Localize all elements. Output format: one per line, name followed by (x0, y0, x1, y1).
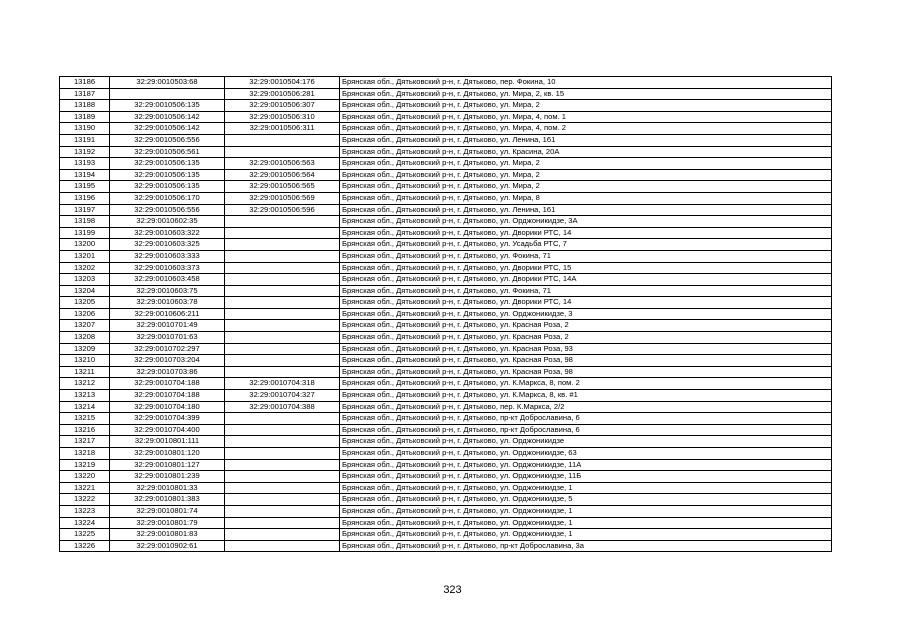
table-row (60, 262, 832, 274)
cadastral-number-cell: 32:29:0010506:170 (110, 192, 225, 204)
cadastral-number-cell: 32:29:0010801:111 (110, 436, 225, 448)
cadastral-number-cell: 32:29:0010506:142 (110, 123, 225, 135)
linked-cadastral-number-cell: 32:29:0010506:564 (225, 169, 340, 181)
linked-cadastral-number-cell (225, 448, 340, 460)
row-number-cell: 13188 (60, 100, 110, 112)
address-cell: Брянская обл., Дятьковский р-н, г. Дятьково, пр-кт Доброславина, 3а (340, 540, 832, 552)
cadastral-number-cell: 32:29:0010801:33 (110, 482, 225, 494)
address-cell: Брянская обл., Дятьковский р-н, г. Дятьково, ул. Орджоникидзе, 1 (340, 482, 832, 494)
linked-cadastral-number-cell: 32:29:0010704:388 (225, 401, 340, 413)
cadastral-number-cell: 32:29:0010704:399 (110, 413, 225, 425)
address-cell: Брянская обл., Дятьковский р-н, г. Дятьково, ул. Фокина, 71 (340, 285, 832, 297)
table-row (60, 471, 832, 483)
table-row (60, 505, 832, 517)
cadastral-number-cell: 32:29:0010801:83 (110, 529, 225, 541)
table-row (60, 540, 832, 552)
table-row (60, 529, 832, 541)
address-cell: Брянская обл., Дятьковский р-н, г. Дятьково, ул. К.Маркса, 8, пом. 2 (340, 378, 832, 390)
linked-cadastral-number-cell (225, 320, 340, 332)
linked-cadastral-number-cell (225, 355, 340, 367)
address-cell: Брянская обл., Дятьковский р-н, г. Дятьково, ул. Орджоникидзе, 11Б (340, 471, 832, 483)
address-cell: Брянская обл., Дятьковский р-н, г. Дятьково, пр-кт Доброславина, 6 (340, 413, 832, 425)
address-cell: Брянская обл., Дятьковский р-н, г. Дятьково, ул. Орджоникидзе, 5 (340, 494, 832, 506)
row-number-cell: 13199 (60, 227, 110, 239)
cadastral-number-cell: 32:29:0010606:211 (110, 308, 225, 320)
cadastral-number-cell: 32:29:0010506:556 (110, 134, 225, 146)
cadastral-number-cell: 32:29:0010603:322 (110, 227, 225, 239)
table-row (60, 401, 832, 413)
linked-cadastral-number-cell: 32:29:0010506:281 (225, 88, 340, 100)
row-number-cell: 13193 (60, 158, 110, 170)
address-cell: Брянская обл., Дятьковский р-н, г. Дятьково, ул. К.Маркса, 8, кв. #1 (340, 390, 832, 402)
linked-cadastral-number-cell (225, 332, 340, 344)
row-number-cell: 13189 (60, 111, 110, 123)
row-number-cell: 13225 (60, 529, 110, 541)
row-number-cell: 13200 (60, 239, 110, 251)
address-cell: Брянская обл., Дятьковский р-н, г. Дятьково, ул. Красная Роза, 98 (340, 366, 832, 378)
row-number-cell: 13226 (60, 540, 110, 552)
table-row (60, 134, 832, 146)
cadastral-number-cell: 32:29:0010506:561 (110, 146, 225, 158)
table-row (60, 88, 832, 100)
table-body (60, 77, 832, 552)
table-row (60, 285, 832, 297)
linked-cadastral-number-cell (225, 250, 340, 262)
cadastral-number-cell: 32:29:0010704:188 (110, 378, 225, 390)
address-cell: Брянская обл., Дятьковский р-н, г. Дятьково, пр-кт Доброславина, 6 (340, 424, 832, 436)
linked-cadastral-number-cell: 32:29:0010506:310 (225, 111, 340, 123)
table-row (60, 146, 832, 158)
table-row (60, 204, 832, 216)
address-cell: Брянская обл., Дятьковский р-н, г. Дятьково, ул. Мира, 2 (340, 181, 832, 193)
row-number-cell: 13218 (60, 448, 110, 460)
linked-cadastral-number-cell (225, 146, 340, 158)
linked-cadastral-number-cell (225, 505, 340, 517)
linked-cadastral-number-cell: 32:29:0010506:311 (225, 123, 340, 135)
cadastral-number-cell: 32:29:0010506:135 (110, 169, 225, 181)
table-row (60, 123, 832, 135)
row-number-cell: 13211 (60, 366, 110, 378)
table-row (60, 332, 832, 344)
linked-cadastral-number-cell (225, 471, 340, 483)
address-cell: Брянская обл., Дятьковский р-н, г. Дятьково, ул. Орджоникидзе, 3 (340, 308, 832, 320)
row-number-cell: 13198 (60, 216, 110, 228)
row-number-cell: 13190 (60, 123, 110, 135)
cadastral-number-cell: 32:29:0010801:79 (110, 517, 225, 529)
table-row (60, 355, 832, 367)
table-row (60, 274, 832, 286)
address-cell: Брянская обл., Дятьковский р-н, г. Дятьково, ул. Красина, 20А (340, 146, 832, 158)
cadastral-number-cell: 32:29:0010603:458 (110, 274, 225, 286)
cadastral-number-cell: 32:29:0010603:78 (110, 297, 225, 309)
cadastral-number-cell: 32:29:0010506:135 (110, 100, 225, 112)
table-row (60, 378, 832, 390)
row-number-cell: 13197 (60, 204, 110, 216)
table-row (60, 413, 832, 425)
address-cell: Брянская обл., Дятьковский р-н, г. Дятьково, ул. Дворики РТС, 14 (340, 297, 832, 309)
cadastral-number-cell: 32:29:0010602:35 (110, 216, 225, 228)
row-number-cell: 13216 (60, 424, 110, 436)
row-number-cell: 13192 (60, 146, 110, 158)
address-cell: Брянская обл., Дятьковский р-н, г. Дятьково, ул. Орджоникидзе, 3А (340, 216, 832, 228)
linked-cadastral-number-cell: 32:29:0010506:565 (225, 181, 340, 193)
linked-cadastral-number-cell: 32:29:0010704:327 (225, 390, 340, 402)
linked-cadastral-number-cell (225, 436, 340, 448)
row-number-cell: 13215 (60, 413, 110, 425)
cadastral-number-cell: 32:29:0010801:74 (110, 505, 225, 517)
cadastral-number-cell: 32:29:0010701:63 (110, 332, 225, 344)
address-cell: Брянская обл., Дятьковский р-н, г. Дятьково, ул. Мира, 2 (340, 169, 832, 181)
row-number-cell: 13191 (60, 134, 110, 146)
cadastral-number-cell: 32:29:0010704:180 (110, 401, 225, 413)
linked-cadastral-number-cell (225, 216, 340, 228)
cadastral-number-cell: 32:29:0010801:120 (110, 448, 225, 460)
linked-cadastral-number-cell (225, 262, 340, 274)
address-cell: Брянская обл., Дятьковский р-н, г. Дятьково, пер. Фокина, 10 (340, 77, 832, 89)
cadastral-number-cell: 32:29:0010902:61 (110, 540, 225, 552)
linked-cadastral-number-cell (225, 482, 340, 494)
cadastral-number-cell: 32:29:0010701:49 (110, 320, 225, 332)
row-number-cell: 13206 (60, 308, 110, 320)
row-number-cell: 13201 (60, 250, 110, 262)
table-row (60, 100, 832, 112)
cadastral-number-cell: 32:29:0010801:239 (110, 471, 225, 483)
address-cell: Брянская обл., Дятьковский р-н, г. Дятьково, ул. Красная Роза, 98 (340, 355, 832, 367)
table-row (60, 517, 832, 529)
row-number-cell: 13207 (60, 320, 110, 332)
table-row (60, 158, 832, 170)
cadastral-number-cell: 32:29:0010506:135 (110, 158, 225, 170)
linked-cadastral-number-cell: 32:29:0010506:563 (225, 158, 340, 170)
row-number-cell: 13224 (60, 517, 110, 529)
address-cell: Брянская обл., Дятьковский р-н, г. Дятьково, ул. Мира, 4, пом. 1 (340, 111, 832, 123)
row-number-cell: 13221 (60, 482, 110, 494)
address-cell: Брянская обл., Дятьковский р-н, г. Дятьково, пер. К.Маркса, 2/2 (340, 401, 832, 413)
table-row (60, 227, 832, 239)
linked-cadastral-number-cell (225, 308, 340, 320)
cadastral-number-cell: 32:29:0010801:383 (110, 494, 225, 506)
cadastral-number-cell: 32:29:0010704:400 (110, 424, 225, 436)
row-number-cell: 13212 (60, 378, 110, 390)
address-cell: Брянская обл., Дятьковский р-н, г. Дятьково, ул. Орджоникидзе, 1 (340, 505, 832, 517)
address-cell: Брянская обл., Дятьковский р-н, г. Дятьково, ул. Дворики РТС, 15 (340, 262, 832, 274)
address-cell: Брянская обл., Дятьковский р-н, г. Дятьково, ул. Ленина, 161 (340, 134, 832, 146)
cadastral-number-cell: 32:29:0010603:325 (110, 239, 225, 251)
linked-cadastral-number-cell (225, 366, 340, 378)
cadastral-number-cell: 32:29:0010801:127 (110, 459, 225, 471)
cadastral-number-cell: 32:29:0010703:204 (110, 355, 225, 367)
cadastral-number-cell: 32:29:0010506:142 (110, 111, 225, 123)
address-cell: Брянская обл., Дятьковский р-н, г. Дятьково, ул. Мира, 4, пом. 2 (340, 123, 832, 135)
row-number-cell: 13209 (60, 343, 110, 355)
page-number: 323 (443, 584, 462, 596)
linked-cadastral-number-cell (225, 529, 340, 541)
cadastral-number-cell: 32:29:0010503:68 (110, 77, 225, 89)
linked-cadastral-number-cell: 32:29:0010506:307 (225, 100, 340, 112)
linked-cadastral-number-cell: 32:29:0010504:176 (225, 77, 340, 89)
table-row (60, 459, 832, 471)
linked-cadastral-number-cell (225, 274, 340, 286)
row-number-cell: 13187 (60, 88, 110, 100)
row-number-cell: 13220 (60, 471, 110, 483)
table-row (60, 297, 832, 309)
address-cell: Брянская обл., Дятьковский р-н, г. Дятьково, ул. Красная Роза, 2 (340, 332, 832, 344)
row-number-cell: 13219 (60, 459, 110, 471)
cadastral-number-cell: 32:29:0010506:135 (110, 181, 225, 193)
address-cell: Брянская обл., Дятьковский р-н, г. Дятьково, ул. Мира, 2, кв. 15 (340, 88, 832, 100)
address-cell: Брянская обл., Дятьковский р-н, г. Дятьково, ул. Орджоникидзе (340, 436, 832, 448)
address-cell: Брянская обл., Дятьковский р-н, г. Дятьково, ул. Дворики РТС, 14А (340, 274, 832, 286)
row-number-cell: 13210 (60, 355, 110, 367)
linked-cadastral-number-cell (225, 343, 340, 355)
row-number-cell: 13186 (60, 77, 110, 89)
address-cell: Брянская обл., Дятьковский р-н, г. Дятьково, ул. Орджоникидзе, 11А (340, 459, 832, 471)
linked-cadastral-number-cell (225, 494, 340, 506)
linked-cadastral-number-cell (225, 297, 340, 309)
table-row (60, 77, 832, 89)
row-number-cell: 13208 (60, 332, 110, 344)
address-cell: Брянская обл., Дятьковский р-н, г. Дятьково, ул. Орджоникидзе, 1 (340, 529, 832, 541)
row-number-cell: 13196 (60, 192, 110, 204)
row-number-cell: 13217 (60, 436, 110, 448)
table-row (60, 424, 832, 436)
row-number-cell: 13195 (60, 181, 110, 193)
cadastral-number-cell: 32:29:0010702:297 (110, 343, 225, 355)
linked-cadastral-number-cell: 32:29:0010704:318 (225, 378, 340, 390)
address-cell: Брянская обл., Дятьковский р-н, г. Дятьково, ул. Мира, 8 (340, 192, 832, 204)
address-cell: Брянская обл., Дятьковский р-н, г. Дятьково, ул. Фокина, 71 (340, 250, 832, 262)
address-cell: Брянская обл., Дятьковский р-н, г. Дятьково, ул. Мира, 2 (340, 158, 832, 170)
linked-cadastral-number-cell (225, 227, 340, 239)
linked-cadastral-number-cell (225, 517, 340, 529)
row-number-cell: 13194 (60, 169, 110, 181)
address-cell: Брянская обл., Дятьковский р-н, г. Дятьково, ул. Орджоникидзе, 63 (340, 448, 832, 460)
row-number-cell: 13223 (60, 505, 110, 517)
table-row (60, 111, 832, 123)
row-number-cell: 13214 (60, 401, 110, 413)
property-table (59, 76, 832, 552)
linked-cadastral-number-cell: 32:29:0010506:596 (225, 204, 340, 216)
table-row (60, 308, 832, 320)
address-cell: Брянская обл., Дятьковский р-н, г. Дятьково, ул. Дворики РТС, 14 (340, 227, 832, 239)
linked-cadastral-number-cell (225, 540, 340, 552)
linked-cadastral-number-cell (225, 239, 340, 251)
table-row (60, 366, 832, 378)
linked-cadastral-number-cell: 32:29:0010506:569 (225, 192, 340, 204)
row-number-cell: 13204 (60, 285, 110, 297)
address-cell: Брянская обл., Дятьковский р-н, г. Дятьково, ул. Усадьба РТС, 7 (340, 239, 832, 251)
row-number-cell: 13213 (60, 390, 110, 402)
cadastral-number-cell: 32:29:0010703:86 (110, 366, 225, 378)
cadastral-number-cell: 32:29:0010704:188 (110, 390, 225, 402)
table-row (60, 436, 832, 448)
row-number-cell: 13203 (60, 274, 110, 286)
cadastral-number-cell: 32:29:0010603:75 (110, 285, 225, 297)
table-row (60, 192, 832, 204)
address-cell: Брянская обл., Дятьковский р-н, г. Дятьково, ул. Ленина, 161 (340, 204, 832, 216)
table-row (60, 169, 832, 181)
cadastral-number-cell: 32:29:0010506:556 (110, 204, 225, 216)
linked-cadastral-number-cell (225, 413, 340, 425)
table-row (60, 448, 832, 460)
table-row (60, 216, 832, 228)
cadastral-number-cell (110, 88, 225, 100)
table-row (60, 494, 832, 506)
address-cell: Брянская обл., Дятьковский р-н, г. Дятьково, ул. Мира, 2 (340, 100, 832, 112)
row-number-cell: 13202 (60, 262, 110, 274)
address-cell: Брянская обл., Дятьковский р-н, г. Дятьково, ул. Красная Роза, 93 (340, 343, 832, 355)
address-cell: Брянская обл., Дятьковский р-н, г. Дятьково, ул. Красная Роза, 2 (340, 320, 832, 332)
table-row (60, 239, 832, 251)
table-row (60, 390, 832, 402)
table-row (60, 320, 832, 332)
linked-cadastral-number-cell (225, 459, 340, 471)
table-row (60, 181, 832, 193)
table-row (60, 482, 832, 494)
cadastral-number-cell: 32:29:0010603:373 (110, 262, 225, 274)
table-row (60, 343, 832, 355)
linked-cadastral-number-cell (225, 285, 340, 297)
linked-cadastral-number-cell (225, 424, 340, 436)
row-number-cell: 13222 (60, 494, 110, 506)
cadastral-number-cell: 32:29:0010603:333 (110, 250, 225, 262)
row-number-cell: 13205 (60, 297, 110, 309)
table-row (60, 250, 832, 262)
linked-cadastral-number-cell (225, 134, 340, 146)
address-cell: Брянская обл., Дятьковский р-н, г. Дятьково, ул. Орджоникидзе, 1 (340, 517, 832, 529)
